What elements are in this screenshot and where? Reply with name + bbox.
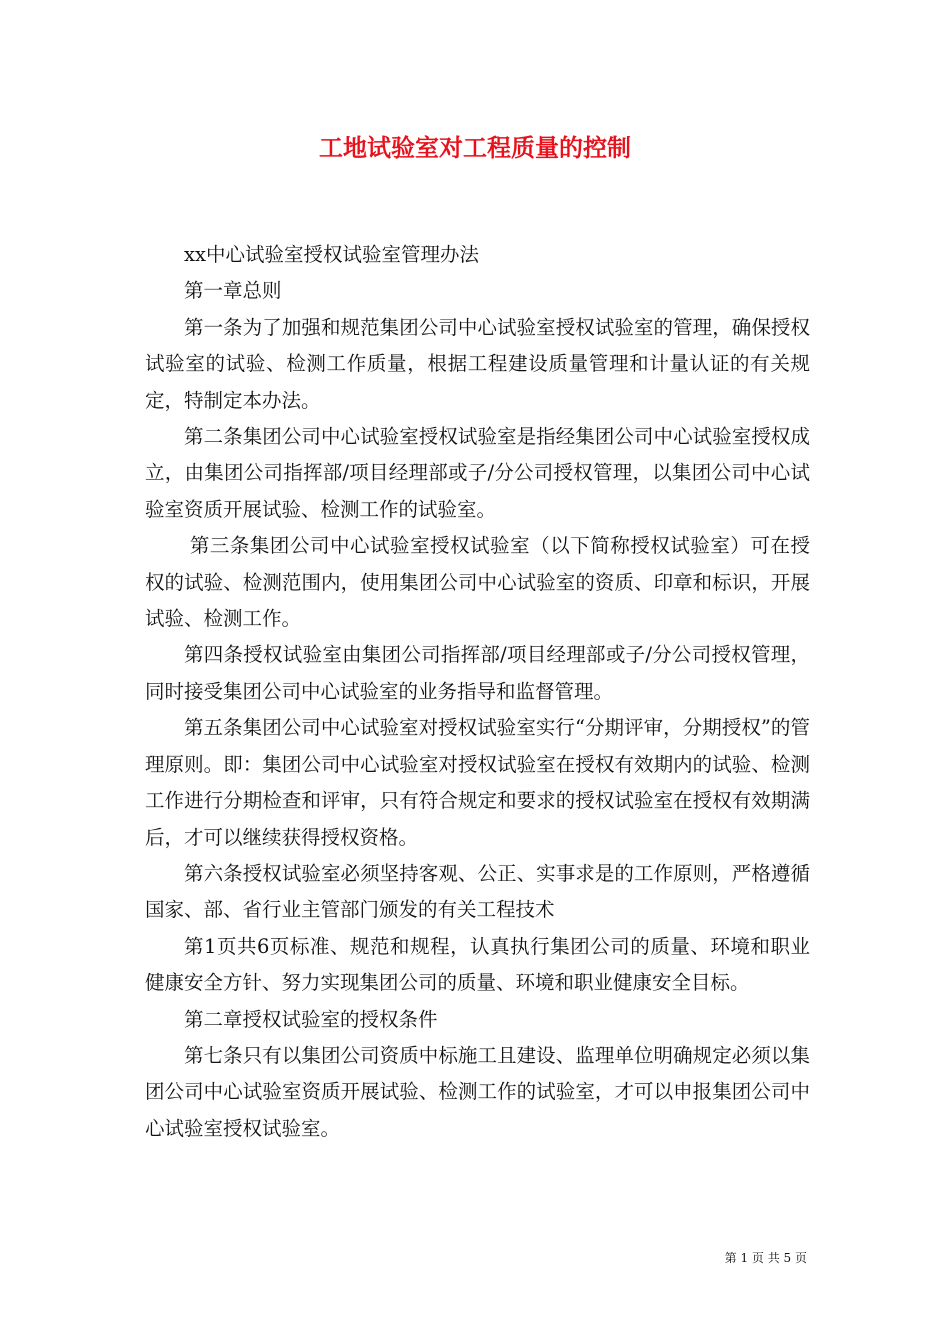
document-body: [145, 237, 810, 1147]
paragraph-chapter-2: 第二章授权试验室的授权条件: [184, 1007, 438, 1031]
document-title: 工地试验室对工程质量的控制: [319, 133, 631, 162]
page-footer: 第 1 页 共 5 页: [724, 1251, 807, 1265]
paragraph-doc-heading: xx中心试验室授权试验室管理办法: [184, 243, 479, 266]
paragraph-article-4: 第四条授权试验室由集团公司指挥部/项目经理部或子/分公司授权管理，同时接受集团公司中心试验室的业务指导和监督管理。: [145, 643, 810, 703]
paragraph-article-5: 第五条集团公司中心试验室对授权试验室实行“分期评审，分期授权”的管理原则。即：集团公司中心试验室对授权试验室在授权有效期内的试验、检测工作进行分期检查和评审，只有符合规定和要求的授权试验室在授权有效期满后，才可以继续获得授权资格。: [145, 716, 810, 849]
paragraph-article-6: 第六条授权试验室必须坚持客观、公正、实事求是的工作原则，严格遵循国家、部、省行业主管部门颁发的有关工程技术: [145, 861, 810, 922]
paragraph-article-3: 第三条集团公司中心试验室授权试验室（以下简称授权试验室）可在授权的试验、检测范围内，使用集团公司中心试验室的资质、印章和标识，开展试验、检测工作。: [145, 534, 810, 631]
paragraph-article-2: 第二条集团公司中心试验室授权试验室是指经集团公司中心试验室授权成立，由集团公司指挥部/项目经理部或子/分公司授权管理，以集团公司中心试验室资质开展试验、检测工作的试验室。: [145, 425, 810, 521]
paragraph-chapter-1: 第一章总则: [184, 279, 282, 303]
paragraph-article-6-continued: 第1页共6页标准、规范和规程，认真执行集团公司的质量、环境和职业健康安全方针、努力实现集团公司的质量、环境和职业健康安全目标。: [145, 934, 810, 995]
paragraph-article-7: 第七条只有以集团公司资质中标施工且建设、监理单位明确规定必须以集团公司中心试验室资质开展试验、检测工作的试验室，才可以申报集团公司中心试验室授权试验室。: [145, 1043, 810, 1140]
paragraph-article-1: 第一条为了加强和规范集团公司中心试验室授权试验室的管理，确保授权试验室的试验、检测工作质量，根据工程建设质量管理和计量认证的有关规定，特制定本办法。: [145, 315, 810, 412]
